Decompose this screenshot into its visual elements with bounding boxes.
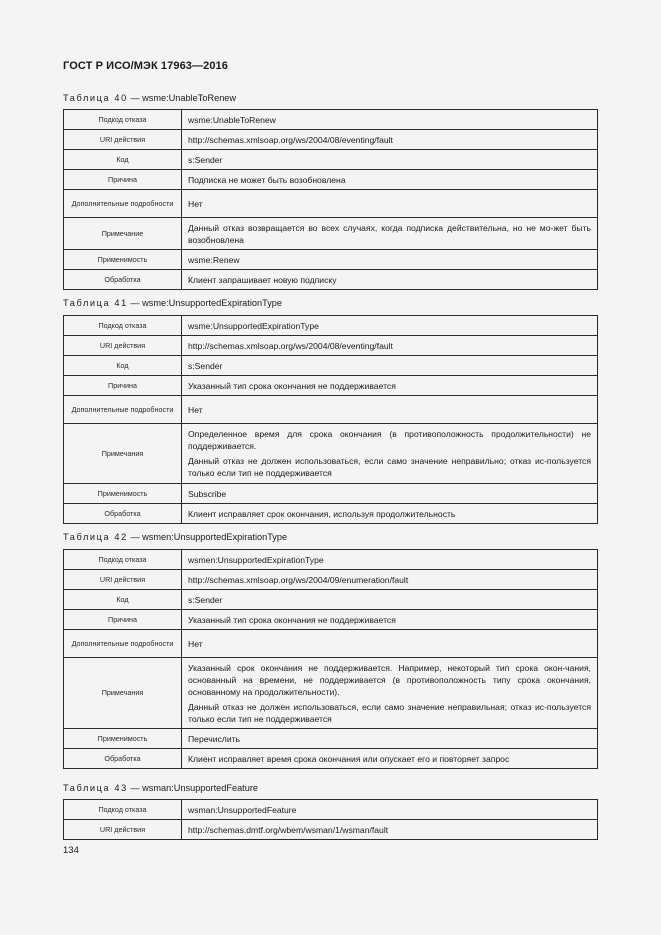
row-value: Клиент исправляет время срока окончания или опускает его и повторяет запрос [182, 749, 598, 769]
page-number: 134 [63, 845, 79, 856]
table-row [64, 336, 598, 356]
table-row [64, 270, 598, 290]
table-row [64, 749, 598, 769]
table-row [64, 110, 598, 130]
row-key: Подкод отказа [64, 800, 182, 820]
row-key: Причина [64, 376, 182, 396]
fault-table [63, 315, 598, 524]
table-caption-title: — wsman:UnsupportedFeature [127, 783, 259, 793]
fault-table [63, 549, 598, 769]
row-key: Применимость [64, 484, 182, 504]
table-row [64, 376, 598, 396]
row-key: Примечания [64, 424, 182, 484]
row-key: Подкод отказа [64, 110, 182, 130]
row-key: URI действия [64, 820, 182, 840]
row-value: s:Sender [182, 590, 598, 610]
row-key: Подкод отказа [64, 550, 182, 570]
row-value: Подписка не может быть возобновлена [182, 170, 598, 190]
table-caption-number: Таблица 43 [63, 783, 128, 793]
row-value: Перечислить [182, 729, 598, 749]
table-caption-number: Таблица 41 [63, 298, 128, 308]
row-key: Дополнительные подробности [64, 630, 182, 658]
table-row [64, 170, 598, 190]
fault-table [63, 109, 598, 290]
row-value: Указанный тип срока окончания не поддерживается [182, 376, 598, 396]
table-row [64, 130, 598, 150]
table-caption [63, 93, 236, 103]
row-value: Нет [182, 630, 598, 658]
table-row [64, 800, 598, 820]
row-key: Обработка [64, 504, 182, 524]
row-key: Примечания [64, 658, 182, 729]
row-key: Причина [64, 170, 182, 190]
row-value: wsman:UnsupportedFeature [182, 800, 598, 820]
row-value: Нет [182, 190, 598, 218]
table-row [64, 590, 598, 610]
table-caption-title: — wsme:UnableToRenew [127, 93, 237, 103]
table-row [64, 484, 598, 504]
row-value: s:Sender [182, 356, 598, 376]
table-caption-number: Таблица 40 [63, 93, 128, 103]
row-value: Указанный тип срока окончания не поддерживается [182, 610, 598, 630]
table-row [64, 424, 598, 484]
table-caption [63, 298, 282, 308]
row-value: Указанный срок окончания не поддерживается. Например, некоторый тип срока окон-чания, основанный на времени, не поддерживается (в противоположность типу срока окончания, основанному на продолжительности). Данный отказ не должен использоваться, если само значение неправильная; отказ ис-пользуется только если тип не поддерживается [182, 658, 598, 729]
row-value: Клиент запрашивает новую подписку [182, 270, 598, 290]
row-key: Обработка [64, 749, 182, 769]
table-row [64, 610, 598, 630]
table-row [64, 250, 598, 270]
row-key: Код [64, 590, 182, 610]
table-caption [63, 532, 287, 542]
row-key: Подкод отказа [64, 316, 182, 336]
table-row [64, 570, 598, 590]
table-row [64, 504, 598, 524]
row-value: wsme:UnsupportedExpirationType [182, 316, 598, 336]
row-key: Примечание [64, 218, 182, 250]
table-row [64, 356, 598, 376]
table-row [64, 658, 598, 729]
row-key: URI действия [64, 570, 182, 590]
row-key: Код [64, 356, 182, 376]
row-key: Дополнительные подробности [64, 396, 182, 424]
row-key: Код [64, 150, 182, 170]
table-row [64, 550, 598, 570]
table-row [64, 729, 598, 749]
table-caption-title: — wsme:UnsupportedExpirationType [127, 298, 283, 308]
table-row [64, 630, 598, 658]
table-row [64, 316, 598, 336]
row-key: URI действия [64, 336, 182, 356]
table-caption-number: Таблица 42 [63, 532, 128, 542]
row-value: Subscribe [182, 484, 598, 504]
table-row [64, 218, 598, 250]
fault-table [63, 799, 598, 840]
row-value: s:Sender [182, 150, 598, 170]
table-row [64, 396, 598, 424]
row-value: http://schemas.xmlsoap.org/ws/2004/08/eventing/fault [182, 130, 598, 150]
row-key: Обработка [64, 270, 182, 290]
row-value: Определенное время для срока окончания (в противоположность продолжительности) не поддерживается. Данный отказ не должен использоваться, если само значение неправильно; отказ ис-пользуется только если тип не поддерживается [182, 424, 598, 484]
row-key: Причина [64, 610, 182, 630]
row-value: wsme:UnableToRenew [182, 110, 598, 130]
table-caption-title: — wsmen:UnsupportedExpirationType [127, 532, 288, 542]
row-value: Данный отказ возвращается во всех случаях, когда подписка действительна, но не мо-жет быть возобновлена [182, 218, 598, 250]
row-key: Применимость [64, 729, 182, 749]
row-value: wsmen:UnsupportedExpirationType [182, 550, 598, 570]
row-key: Дополнительные подробности [64, 190, 182, 218]
row-value: http://schemas.xmlsoap.org/ws/2004/09/enumeration/fault [182, 570, 598, 590]
row-value: http://schemas.dmtf.org/wbem/wsman/1/wsman/fault [182, 820, 598, 840]
row-value: http://schemas.xmlsoap.org/ws/2004/08/eventing/fault [182, 336, 598, 356]
table-row [64, 190, 598, 218]
row-key: URI действия [64, 130, 182, 150]
table-caption [63, 783, 258, 793]
row-value: Клиент исправляет срок окончания, используя продолжительность [182, 504, 598, 524]
table-row [64, 150, 598, 170]
row-key: Применимость [64, 250, 182, 270]
table-row [64, 820, 598, 840]
row-value: wsme:Renew [182, 250, 598, 270]
row-value: Нет [182, 396, 598, 424]
document-header: ГОСТ Р ИСО/МЭК 17963—2016 [63, 60, 228, 72]
